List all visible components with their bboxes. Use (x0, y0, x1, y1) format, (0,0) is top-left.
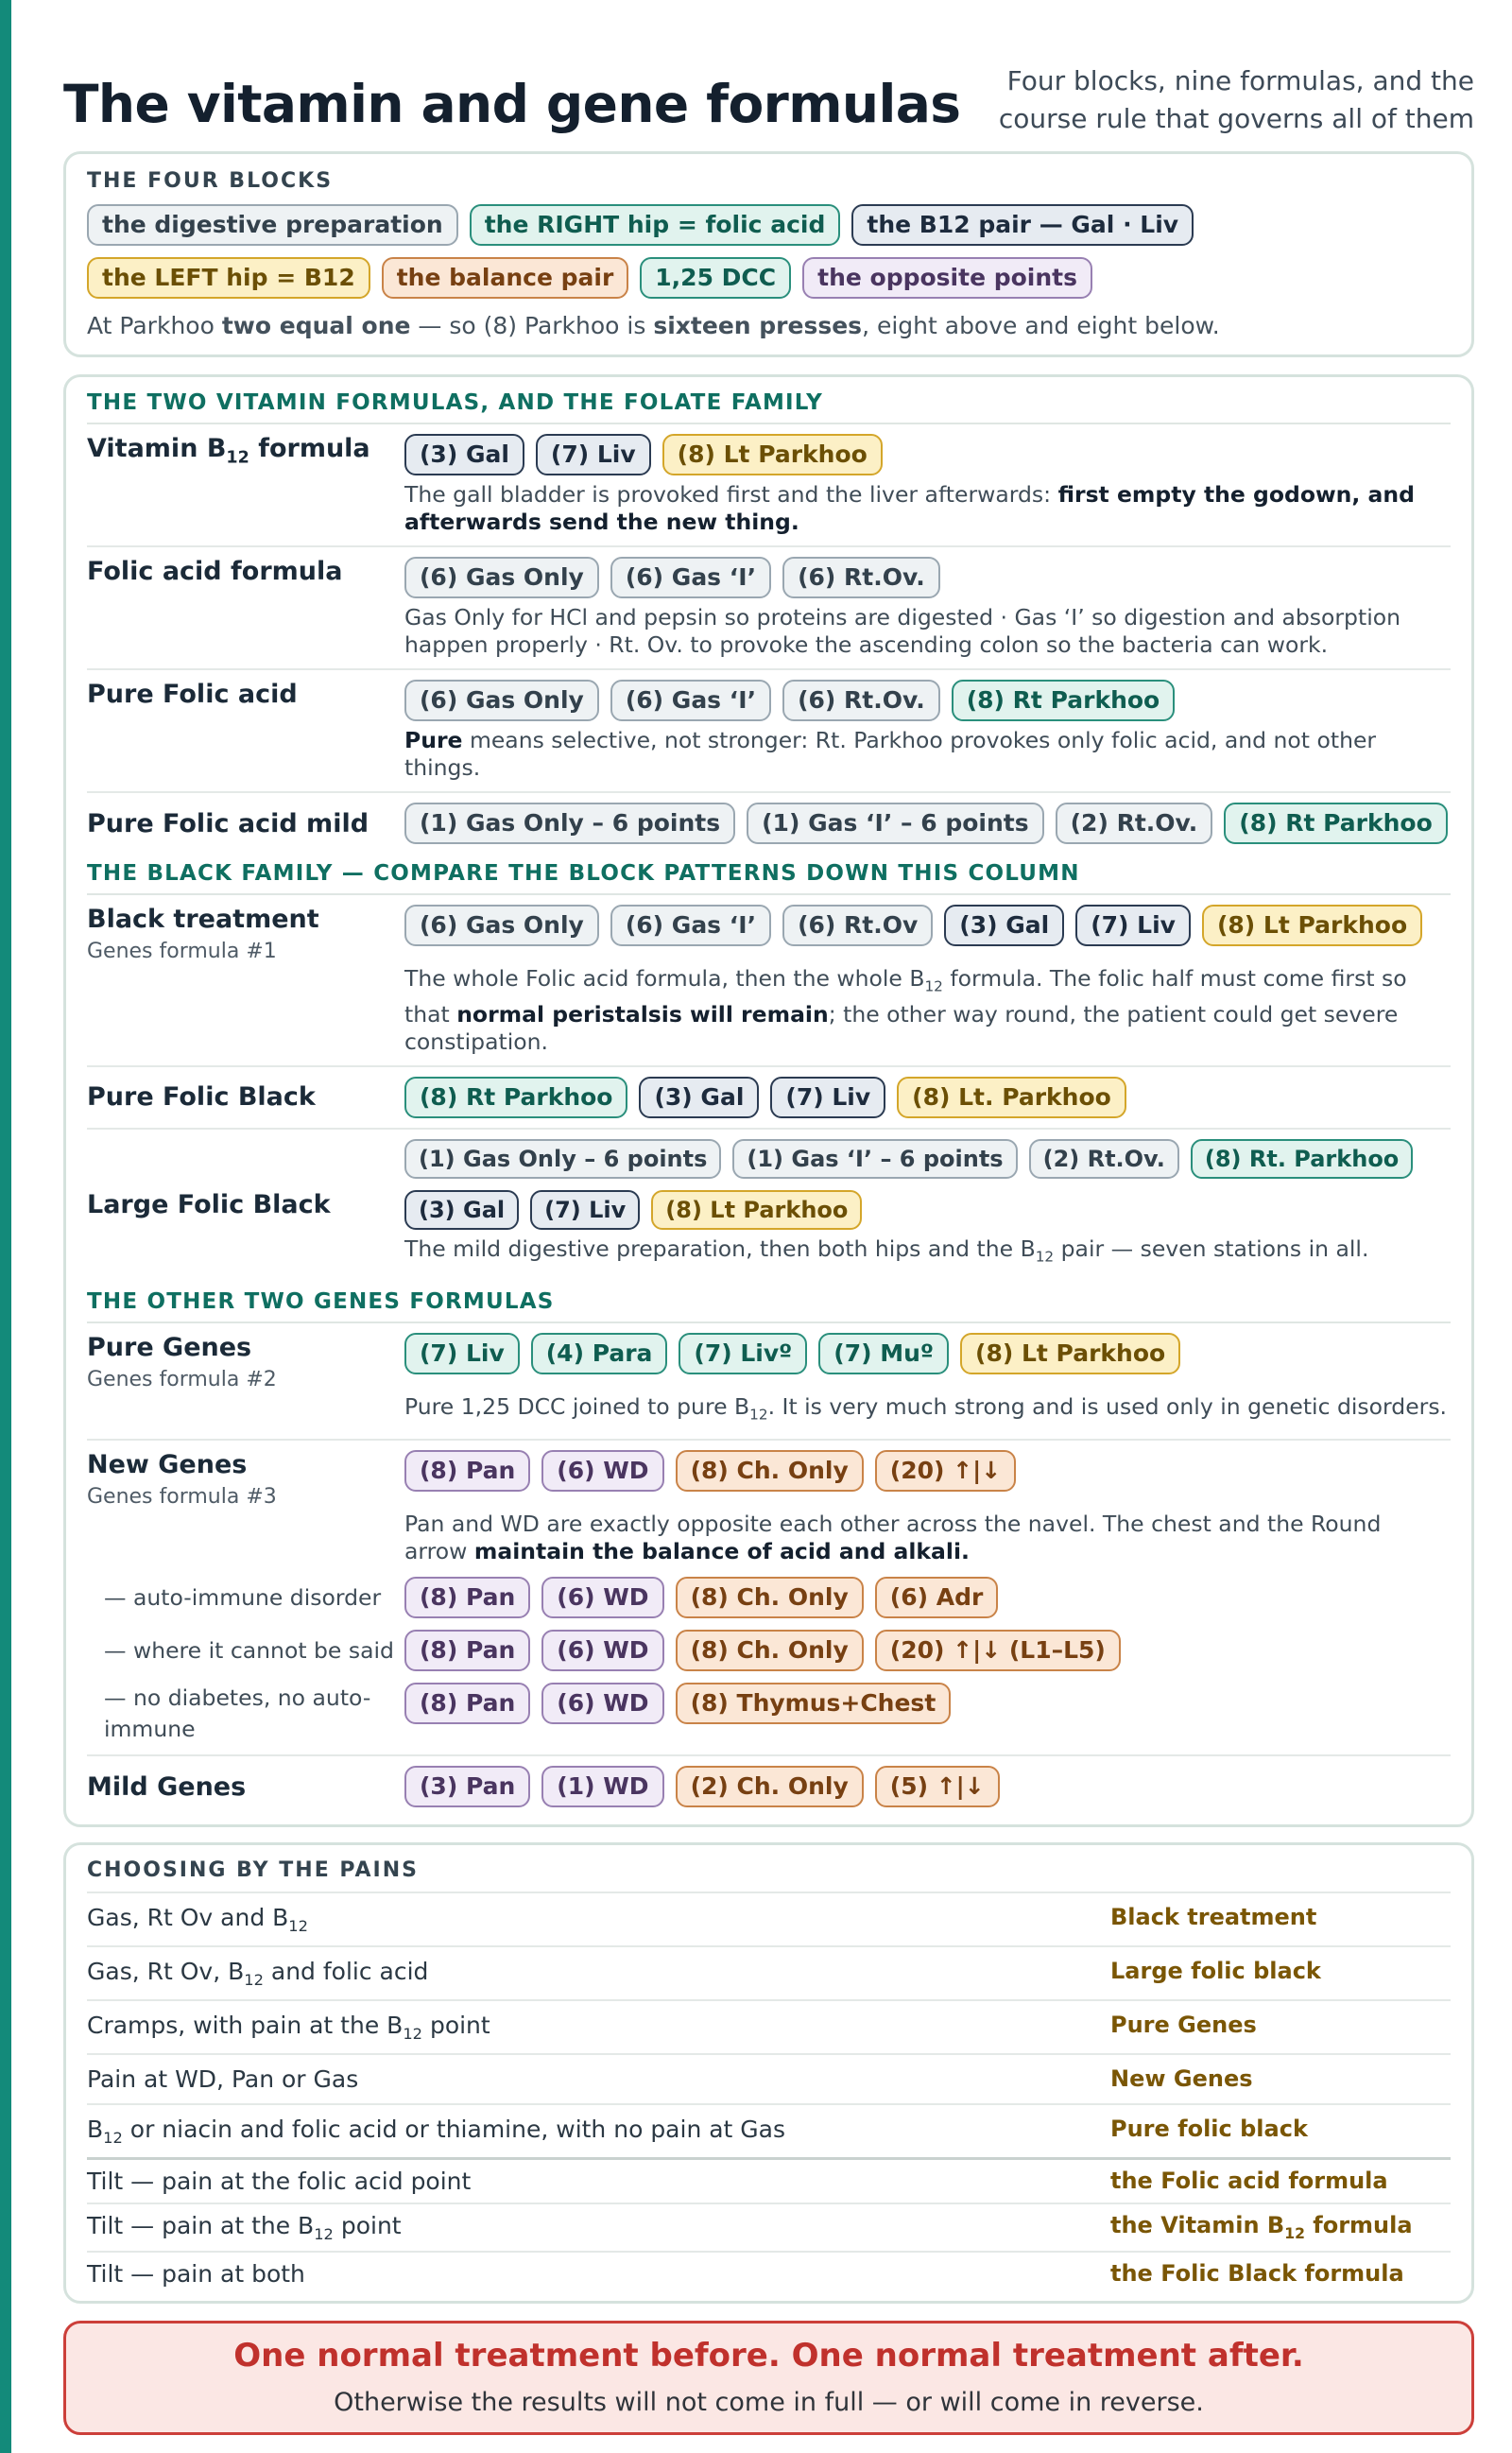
desc-part: The gall bladder is provoked first and the liver afterwards: (404, 481, 1058, 508)
variant-pills (404, 1683, 1451, 1724)
four-blocks-note (87, 312, 1451, 339)
formula-point-pill: (20) ↑|↓ (875, 1450, 1016, 1492)
formula-description (404, 727, 1451, 782)
desc-emphasis: first empty the godown, and afterwards send the new thing. (404, 481, 1415, 535)
recommended-formula: Pure folic black (1110, 2116, 1308, 2143)
vitamin-heading: THE TWO VITAMIN FORMULAS, AND THE FOLATE FAMILY (87, 390, 1451, 424)
formula-point-pill: the RIGHT hip = folic acid (470, 204, 841, 246)
recommended-formula: Black treatment (1110, 1904, 1317, 1931)
pain-condition: $B_{12}$ or niacin and folic acid or thiamine, with no pain at Gas (87, 2116, 786, 2148)
formula-point-pill: (7) Liv (404, 1333, 520, 1374)
desc-part: Pan and WD are exactly opposite each other across the navel. The chest and the Round arrow (404, 1511, 1382, 1565)
formula-row-b12 (87, 424, 1451, 547)
formula-name: Folic acid formula (87, 557, 343, 586)
formula-pills (404, 1450, 1451, 1492)
choosing-row (87, 2160, 1451, 2204)
formula-pills (404, 1077, 1451, 1118)
desc-part: The whole Folic acid formula, then the whole $B_{12}$ formula. The folic half must come first so that (404, 965, 1407, 1028)
pain-condition: Tilt — pain at the folic acid point (87, 2168, 472, 2196)
four-blocks-pills (87, 204, 1451, 299)
formula-point-pill: (3) Gal (404, 1190, 519, 1230)
pain-condition: Pain at WD, Pan or Gas (87, 2065, 359, 2094)
formula-row-pure-folic-black (87, 1067, 1451, 1130)
variant-row-autoimmune (87, 1571, 1451, 1624)
rule-banner (63, 2321, 1474, 2435)
formula-point-pill: (8) Ch. Only (676, 1577, 864, 1618)
choosing-row (87, 2055, 1451, 2105)
formula-point-pill: (6) WD (541, 1450, 663, 1492)
formula-point-pill: (8) Pan (404, 1577, 530, 1618)
pain-condition: Tilt — pain at both (87, 2260, 305, 2289)
formula-point-pill: (6) Gas Only (404, 557, 599, 598)
formula-point-pill: (6) Rt.Ov (782, 905, 933, 946)
pain-condition: Gas, Rt Ov and $B_{12}$ (87, 1904, 308, 1936)
formula-pills (404, 1139, 1451, 1230)
variant-label: — where it cannot be said (104, 1636, 394, 1664)
black-heading: THE BLACK FAMILY — COMPARE THE BLOCK PATTERNS DOWN THIS COLUMN (87, 861, 1451, 895)
choosing-table (87, 1893, 1451, 2295)
formula-point-pill: (8) Pan (404, 1450, 530, 1492)
formula-point-pill: (8) Lt Parkhoo (1202, 905, 1422, 946)
formula-point-pill: (6) Gas ‘I’ (610, 905, 771, 946)
formula-point-pill: (8) Rt Parkhoo (952, 680, 1175, 721)
formula-pills (404, 1333, 1451, 1374)
desc-part: means selective, not stronger: Rt. Parkhoo provokes only folic acid, and not other things. (404, 727, 1377, 781)
formula-point-pill: (8) Pan (404, 1683, 530, 1724)
choosing-row (87, 2105, 1451, 2160)
formula-row-pure-folic (87, 670, 1451, 793)
variant-label: — auto-immune disorder (104, 1583, 382, 1611)
recommended-formula: New Genes (1110, 2065, 1253, 2093)
formula-point-pill: (3) Pan (404, 1766, 530, 1807)
formula-point-pill: (4) Para (531, 1333, 668, 1374)
formula-name: Pure Folic acid mild (87, 808, 369, 838)
variant-pills (404, 1630, 1451, 1671)
formula-point-pill: (6) Gas Only (404, 680, 599, 721)
recommended-formula: the Folic acid formula (1110, 2168, 1388, 2195)
formula-point-pill: the LEFT hip = B12 (87, 257, 370, 299)
choosing-row (87, 2204, 1451, 2253)
formula-point-pill: the balance pair (382, 257, 629, 299)
formula-point-pill: (1) Gas Only – 6 points (404, 803, 735, 844)
formula-point-pill: (8) Lt Parkhoo (662, 434, 883, 475)
formula-point-pill: (1) Gas ‘I’ – 6 points (732, 1139, 1017, 1179)
desc-emphasis: normal peristalsis will remain (456, 1000, 829, 1028)
formula-row-large-folic-black (87, 1130, 1451, 1281)
formula-subtitle: Genes formula #1 (87, 940, 277, 963)
formula-row-black-treatment (87, 895, 1451, 1067)
formula-name: New Genes (87, 1450, 248, 1480)
recommended-formula: the Folic Black formula (1110, 2260, 1404, 2288)
formula-description (404, 481, 1451, 536)
header (63, 0, 1474, 151)
rule-line-2: Otherwise the results will not come in full — or will come in reverse. (334, 2388, 1204, 2418)
formula-point-pill: (7) Liv (770, 1077, 885, 1118)
formula-point-pill: (8) Ch. Only (676, 1450, 864, 1492)
choosing-row (87, 1893, 1451, 1947)
formula-row-pure-genes (87, 1323, 1451, 1441)
desc-emphasis: Pure (404, 727, 463, 753)
formula-name: Vitamin $B_{12}$ formula (87, 434, 370, 468)
formula-pills (404, 680, 1451, 721)
formula-point-pill: (6) Adr (875, 1577, 999, 1618)
formula-point-pill: (8) Ch. Only (676, 1630, 864, 1671)
formula-point-pill: (3) Gal (404, 434, 524, 475)
formula-point-pill: the digestive preparation (87, 204, 458, 246)
formula-point-pill: 1,25 DCC (640, 257, 791, 299)
choosing-row (87, 2253, 1451, 2295)
formula-point-pill: (7) Liv (536, 434, 651, 475)
formula-point-pill: (6) Gas ‘I’ (610, 680, 771, 721)
formula-point-pill: (3) Gal (639, 1077, 759, 1118)
formula-point-pill: (6) WD (541, 1577, 663, 1618)
formula-point-pill: (8) Pan (404, 1630, 530, 1671)
formula-point-pill: the opposite points (802, 257, 1092, 299)
formula-point-pill: (2) Ch. Only (676, 1766, 864, 1807)
formula-point-pill: (3) Gal (944, 905, 1064, 946)
formula-point-pill: (6) Rt.Ov. (782, 557, 940, 598)
accent-stripe (0, 0, 11, 2453)
page (63, 0, 1474, 2435)
formula-point-pill: (6) WD (541, 1630, 663, 1671)
formula-description (404, 965, 1451, 1056)
formula-subtitle: Genes formula #2 (87, 1368, 277, 1392)
formula-pills (404, 557, 1451, 598)
pain-condition: Gas, Rt Ov, $B_{12}$ and folic acid (87, 1958, 429, 1990)
choosing-row (87, 1947, 1451, 2001)
note-emphasis: two equal one (221, 312, 411, 339)
recommended-formula: Large folic black (1110, 1958, 1321, 1985)
formula-pills (404, 434, 1451, 475)
variant-row-cannot-say (87, 1624, 1451, 1677)
formula-subtitle: Genes formula #3 (87, 1485, 277, 1510)
new-genes-main (87, 1450, 1451, 1571)
formula-pills (404, 905, 1451, 946)
formula-point-pill: (2) Rt.Ov. (1029, 1139, 1179, 1179)
formula-point-pill: (8) Lt Parkhoo (960, 1333, 1180, 1374)
note-part: — so (8) Parkhoo is (410, 312, 654, 339)
formula-name: Pure Folic Black (87, 1082, 316, 1113)
choosing-label: CHOOSING BY THE PAINS (87, 1858, 1451, 1893)
formula-point-pill: (7) Liv (530, 1190, 640, 1230)
formula-description (404, 1511, 1451, 1565)
variant-label: — no diabetes, no auto-immune (104, 1684, 371, 1743)
formula-description: The mild digestive preparation, then both hips and the $B_{12}$ pair — seven stations in all. (404, 1235, 1369, 1266)
four-blocks-label: THE FOUR BLOCKS (87, 169, 334, 193)
formula-point-pill: (8) Rt Parkhoo (1224, 803, 1447, 844)
page-subtitle: Four blocks, nine formulas, and the course rule that governs all of them (998, 65, 1474, 134)
formula-name: Mild Genes (87, 1771, 247, 1802)
formula-name: Pure Folic acid (87, 680, 298, 709)
rule-line-1: One normal treatment before. One normal treatment after. (233, 2337, 1304, 2375)
formula-point-pill: (8) Lt. Parkhoo (897, 1077, 1126, 1118)
desc-part: ; the other way round, the patient could get severe constipation. (404, 1000, 1399, 1055)
pain-condition: Tilt — pain at the $B_{12}$ point (87, 2212, 402, 2244)
note-emphasis: sixteen presses (653, 312, 863, 339)
formula-point-pill: (8) Lt Parkhoo (651, 1190, 862, 1230)
note-part: At Parkhoo (87, 312, 222, 339)
formula-point-pill: (8) Rt Parkhoo (404, 1077, 627, 1118)
formula-name: Pure Genes (87, 1333, 252, 1363)
variant-pills (404, 1577, 1451, 1618)
formula-point-pill: (7) Liv (1075, 905, 1191, 946)
desc-emphasis: maintain the balance of acid and alkali. (473, 1538, 970, 1565)
formula-point-pill: (7) Muº (818, 1333, 949, 1374)
formula-description: Gas Only for HCl and pepsin so proteins are digested · Gas ‘I’ so digestion and absorption happen properly · Rt. Ov. to provoke the ascending colon so the bacteria can work. (404, 604, 1400, 658)
formula-name: Black treatment (87, 905, 319, 934)
choosing-row (87, 2001, 1451, 2055)
formula-point-pill: the B12 pair — Gal · Liv (851, 204, 1194, 246)
variant-row-no-diabetes (87, 1677, 1451, 1745)
formula-pills (404, 1766, 1451, 1807)
pain-condition: Cramps, with pain at the $B_{12}$ point (87, 2012, 490, 2044)
formula-point-pill: (6) Rt.Ov. (782, 680, 940, 721)
formula-row-mild-genes (87, 1756, 1451, 1817)
formula-point-pill: (1) Gas Only – 6 points (404, 1139, 721, 1179)
formula-point-pill: (1) WD (541, 1766, 663, 1807)
formula-name: Large Folic Black (87, 1190, 331, 1220)
formula-point-pill: (8) Rt. Parkhoo (1191, 1139, 1413, 1179)
recommended-formula: Pure Genes (1110, 2012, 1257, 2039)
choosing-card (63, 1842, 1474, 2304)
formula-row-pure-folic-mild (87, 793, 1451, 854)
formula-point-pill: (2) Rt.Ov. (1056, 803, 1213, 844)
formula-pills (404, 803, 1451, 844)
formula-point-pill: (8) Thymus+Chest (676, 1683, 952, 1724)
note-part: , eight above and eight below. (862, 312, 1220, 339)
formula-row-new-genes (87, 1441, 1451, 1756)
formula-point-pill: (20) ↑|↓ (L1–L5) (875, 1630, 1121, 1671)
formula-point-pill: (6) WD (541, 1683, 663, 1724)
formula-row-folic (87, 547, 1451, 670)
formula-point-pill: (6) Gas Only (404, 905, 599, 946)
formula-point-pill: (1) Gas ‘I’ – 6 points (747, 803, 1044, 844)
genes-heading: THE OTHER TWO GENES FORMULAS (87, 1289, 1451, 1323)
formulas-card (63, 374, 1474, 1827)
page-title: The vitamin and gene formulas (63, 74, 961, 134)
formula-point-pill: (5) ↑|↓ (875, 1766, 1000, 1807)
formula-point-pill: (6) Gas ‘I’ (610, 557, 771, 598)
formula-description: Pure 1,25 DCC joined to pure $B_{12}$. It is very much strong and is used only in genetic disorders. (404, 1393, 1448, 1425)
recommended-formula: the Vitamin $B_{12}$ formula (1110, 2212, 1413, 2242)
formula-point-pill: (7) Livº (679, 1333, 807, 1374)
four-blocks-card (63, 151, 1474, 357)
